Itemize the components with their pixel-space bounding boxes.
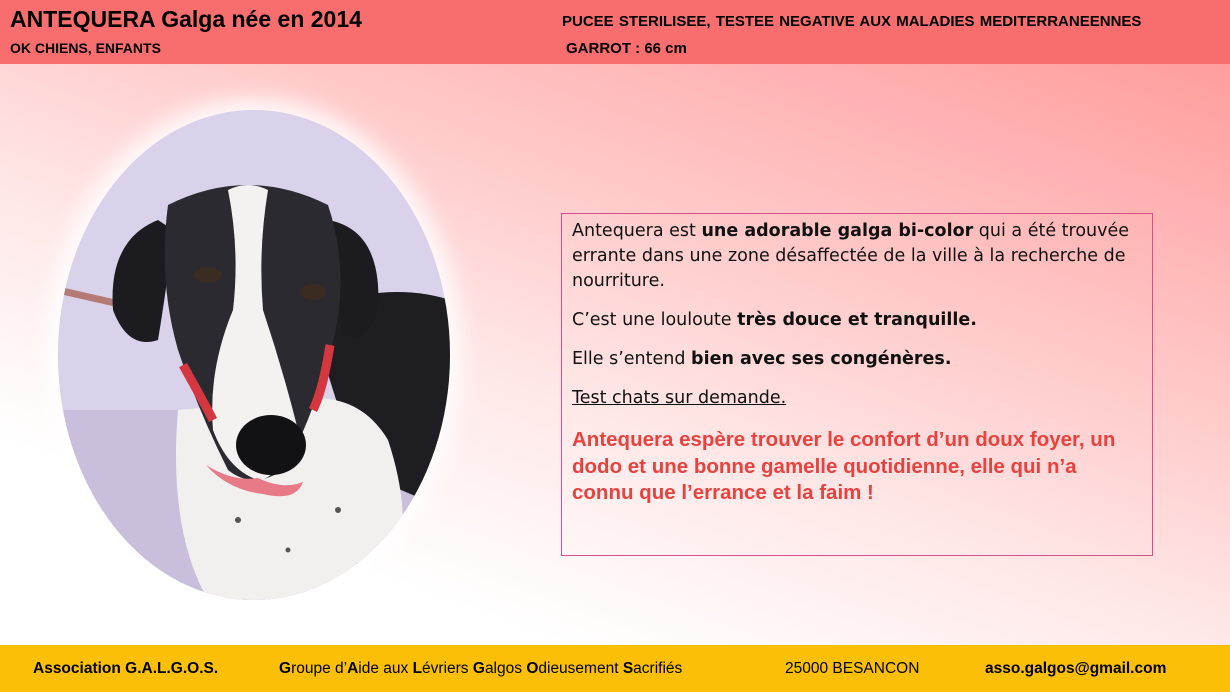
- description-paragraph-2: C’est une louloute très douce et tranquille.: [572, 310, 977, 330]
- dog-photo: [58, 110, 450, 600]
- association-full-name: Groupe d’Aide aux Lévriers Galgos Odieusement Sacrifiés: [279, 660, 683, 677]
- header-banner: [0, 0, 1230, 64]
- contact-email[interactable]: asso.galgos@gmail.com: [985, 660, 1167, 677]
- description-paragraph-1: Antequera est une adorable galga bi-color qui a été trouvée errante dans une zone désaffectée de la ville à la recherche de nourriture.: [572, 221, 1130, 291]
- description-paragraph-3: Elle s’entend bien avec ses congénères.: [572, 349, 952, 369]
- association-city: 25000 BESANCON: [785, 660, 920, 677]
- compatibility-info: OK CHIENS, ENFANTS: [10, 40, 161, 56]
- description-box: [561, 213, 1153, 556]
- footer-banner: [0, 645, 1230, 692]
- association-name: Association G.A.L.G.O.S.: [33, 660, 219, 677]
- greyhound-illustration: [58, 110, 450, 600]
- page-title: ANTEQUERA Galga née en 2014: [10, 6, 362, 32]
- adoption-appeal: Antequera espère trouver le confort d’un doux foyer, un dodo et une bonne gamelle quotidienne, elle qui n’a connu que l’errance et la faim !: [572, 428, 1116, 504]
- health-info: PUCEE STERILISEE, TESTEE NEGATIVE AUX MALADIES MEDITERRANEENNES: [562, 13, 1142, 30]
- garrot-info: GARROT : 66 cm: [566, 40, 687, 57]
- cat-test-note: Test chats sur demande.: [572, 388, 787, 408]
